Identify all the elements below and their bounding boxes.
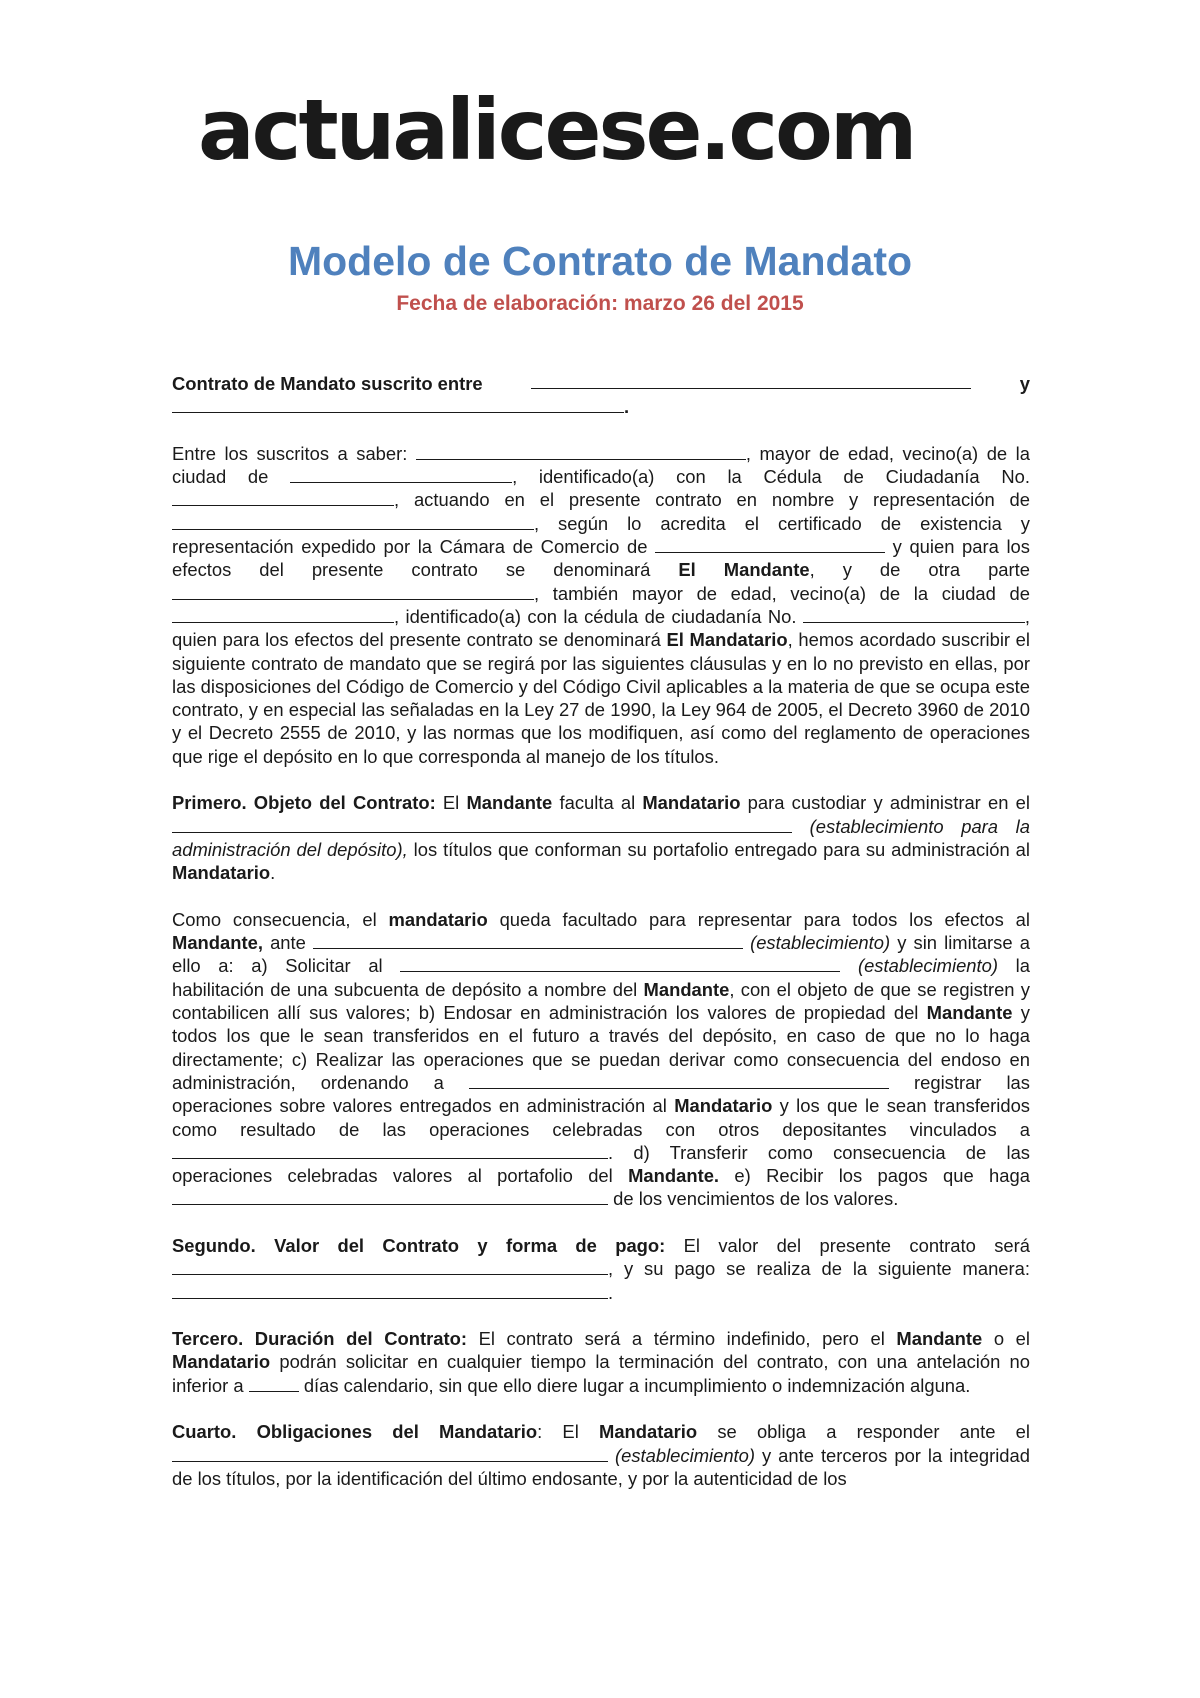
blank-field xyxy=(400,955,840,972)
parties-text: , quien para los efectos del presente contrato se denominará xyxy=(172,605,1030,651)
blank-field xyxy=(172,606,394,623)
clause-text: queda facultado para representar para todos los efectos al xyxy=(499,908,1030,930)
clause-text: . d) Transferir como consecuencia de las operaciones celebradas valores al portafolio del xyxy=(172,1141,1030,1187)
clause-italic: (establecimiento) xyxy=(750,932,891,954)
clause-heading: Primero. Objeto del Contrato: xyxy=(172,792,436,814)
clause-text: podrán solicitar en cualquier tiempo la terminación del contrato, con una antelación no inferior a xyxy=(172,1351,1030,1396)
blank-field xyxy=(290,466,512,483)
blank-field xyxy=(172,816,792,833)
clause-text: . xyxy=(608,1281,614,1303)
clause-text: y ante terceros por la integridad de los títulos, por la identificación del último endosante, y por la autenticidad de los xyxy=(172,1444,1030,1489)
clause-italic: (establecimiento para la administración del depósito), xyxy=(172,815,1030,860)
parties-text: , también mayor de edad, vecino(a) de la ciudad de xyxy=(534,582,1030,604)
clause-cuarto xyxy=(172,1420,1030,1490)
term-mandante: Mandante xyxy=(896,1328,983,1350)
blank-field xyxy=(172,489,394,506)
clause-text: y los que le sean transferidos como resultado de las operaciones celebradas con otros depositantes vinculados a xyxy=(172,1095,1030,1140)
blank-field xyxy=(172,1188,608,1205)
term-mandante: Mandante xyxy=(926,1002,1013,1024)
clause-text: o el xyxy=(993,1328,1030,1350)
term-mandatario: Mandatario xyxy=(172,862,271,884)
blank-field xyxy=(172,583,534,600)
term-mandante: Mandante xyxy=(643,978,730,1000)
term-mandatario: Mandatario xyxy=(642,792,741,814)
parties-text: de la ciudad de xyxy=(172,442,1030,488)
term-mandatario: Mandatario xyxy=(599,1421,698,1443)
blank-field xyxy=(416,443,746,460)
term-mandante: Mandante xyxy=(466,792,553,814)
parties-text: , identificado(a) con la Cédula de Ciudadanía No. xyxy=(512,466,1030,488)
blank-field xyxy=(172,1445,608,1462)
clause-text: para custodiar y administrar en el xyxy=(747,792,1030,814)
blank-field xyxy=(655,536,885,553)
clause-heading: Cuarto. Obligaciones del Mandatario xyxy=(172,1421,538,1443)
clause-heading: Segundo. Valor del Contrato y forma de pago: xyxy=(172,1234,666,1256)
clause-text: e) Recibir los pagos que haga xyxy=(734,1165,1030,1187)
clause-text: : El xyxy=(537,1421,579,1443)
parties-text: , actuando en el presente contrato en nombre y representación de xyxy=(394,489,1030,511)
clause-primero xyxy=(172,791,1030,884)
parties-text: , y de otra parte xyxy=(809,559,1030,581)
clause-text: . xyxy=(270,862,276,884)
intro-end: . xyxy=(624,396,630,418)
blank-field xyxy=(172,1142,608,1159)
parties-text: , identificado(a) con la cédula de ciudadanía No. xyxy=(394,605,797,627)
blank-field xyxy=(469,1072,889,1089)
clause-text: ante xyxy=(270,932,306,954)
clause-text: El xyxy=(442,792,460,814)
blank-field xyxy=(803,606,1025,623)
clause-italic: (establecimiento) xyxy=(857,955,998,977)
parties-text: y quien para los efectos del presente contrato se denominará xyxy=(172,536,1030,581)
clause-text: días calendario, sin que ello diere lugar a incumplimiento o indemnización alguna. xyxy=(303,1374,971,1396)
site-logo: actualicese.com xyxy=(198,81,915,179)
intro-y: y xyxy=(1019,373,1030,394)
clause-text: se obliga a responder ante el xyxy=(717,1421,1030,1443)
term-mandatario: El Mandatario xyxy=(666,629,788,651)
clause-text: , con el objeto de que se registren y contabilicen allí sus valores; b) Endosar en administración los valores de propiedad del xyxy=(172,978,1030,1024)
term-mandante: El Mandante xyxy=(678,559,810,581)
intro-paragraph xyxy=(172,372,1030,419)
intro-text: Contrato de Mandato suscrito entre xyxy=(172,373,483,394)
clause-text: y sin limitarse a ello a: a) Solicitar al xyxy=(172,932,1030,977)
blank-field xyxy=(172,513,534,530)
blank-field xyxy=(172,1282,608,1299)
blank-field xyxy=(249,1375,299,1392)
blank-field xyxy=(172,396,624,413)
term-mandante: Mandante. xyxy=(628,1165,720,1187)
parties-text: , mayor de edad, vecino(a) xyxy=(745,442,979,464)
term-mandante: Mandante, xyxy=(172,932,263,954)
blank-field xyxy=(172,1258,608,1275)
clause-text: registrar las operaciones sobre valores entregados en administración al xyxy=(172,1071,1030,1117)
clause-heading: Tercero. Duración del Contrato: xyxy=(172,1328,467,1350)
intro-line xyxy=(172,372,1030,395)
clause-text: y todos los que le sean transferidos en el futuro a través del depósito, en caso de que no lo haga directamente; c) Realizar las operaciones que se puedan derivar como consecuencia del endoso en administración, ordenando a xyxy=(172,1002,1030,1093)
clause-text: , y su pago se realiza de la siguiente manera: xyxy=(608,1258,1030,1280)
clause-text: El contrato será a término indefinido, pero el xyxy=(478,1328,885,1350)
parties-paragraph xyxy=(172,442,1030,768)
clause-italic: (establecimiento) xyxy=(614,1444,756,1466)
clause-text: de los vencimientos de los valores. xyxy=(613,1188,899,1210)
parties-text: Entre los suscritos a saber: xyxy=(172,442,408,464)
blank-field xyxy=(531,372,971,389)
blank-field xyxy=(313,932,743,949)
clause-text: los títulos que conforman su portafolio entregado para su administración al xyxy=(413,838,1030,860)
parties-text: , hemos acordado suscribir el siguiente contrato de mandato que se regirá por las siguientes cláusulas y en lo no previsto en ellas, por las disposiciones del Código de Comercio y del Código Civil aplicables a la materia de que se ocupa este contrato, y en especial las señaladas en la Ley 27 de 1990, la Ley 964 de 2005, el Decreto 3960 de 2010 y el Decreto 2555 de 2010, y las normas que los modifiquen, así como del reglamento de operaciones que rige el depósito en lo que corresponda al manejo de los títulos. xyxy=(172,629,1030,767)
clause-text: la habilitación de una subcuenta de depósito a nombre del xyxy=(172,955,1030,1000)
clause-tercero xyxy=(172,1327,1030,1397)
clause-text: Como consecuencia, el xyxy=(172,908,377,930)
document-date: Fecha de elaboración: marzo 26 del 2015 xyxy=(396,292,804,315)
term-mandatario: Mandatario xyxy=(674,1095,773,1117)
term-mandatario: Mandatario xyxy=(172,1351,271,1373)
document-title: Modelo de Contrato de Mandato xyxy=(287,238,913,284)
clause-text: El valor del presente contrato será xyxy=(683,1234,1030,1256)
term-mandatario: mandatario xyxy=(388,908,488,930)
clause-text: faculta al xyxy=(559,792,636,814)
document-body xyxy=(172,372,1030,1514)
consecuencia-paragraph xyxy=(172,908,1030,1211)
clause-segundo xyxy=(172,1234,1030,1304)
parties-text: , según lo acredita el certificado de existencia y representación expedido por la Cámara de Comercio de xyxy=(172,512,1030,558)
